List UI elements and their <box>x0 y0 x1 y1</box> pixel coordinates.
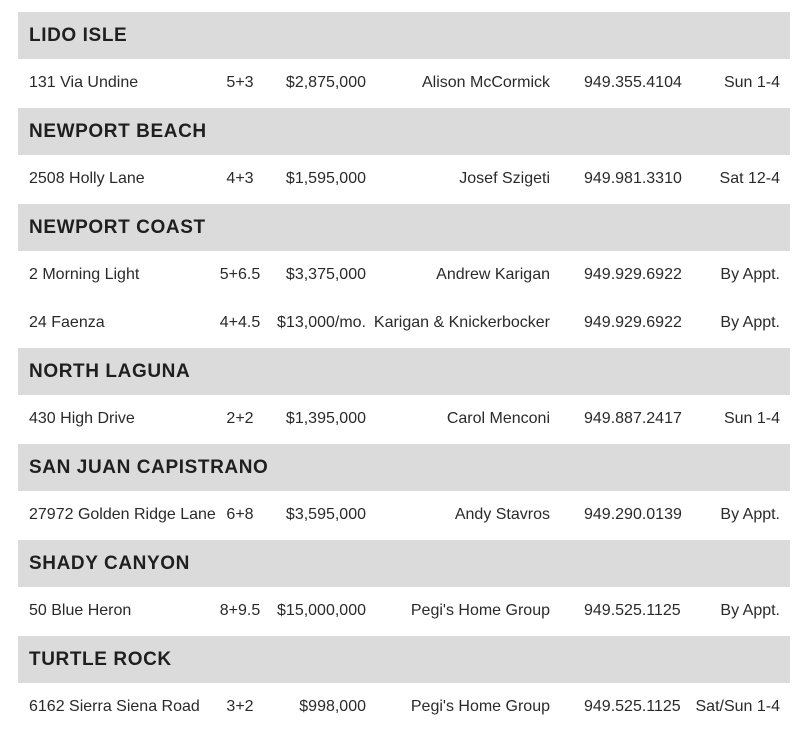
listing-beds-baths: 4+4.5 <box>219 314 261 331</box>
area-header: TURTLE ROCK <box>18 636 790 683</box>
listing-phone: 949.929.6922 <box>584 314 682 331</box>
area-header: NEWPORT BEACH <box>18 108 790 155</box>
listing-row <box>18 59 790 107</box>
area-section <box>18 12 790 107</box>
listing-open-house: Sun 1-4 <box>723 410 780 427</box>
listing-row <box>18 299 790 347</box>
listing-phone: 949.981.3310 <box>584 170 682 187</box>
listing-price: $1,395,000 <box>285 410 366 427</box>
listing-address: 131 Via Undine <box>29 74 139 91</box>
listing-agent: Carol Menconi <box>446 410 550 427</box>
listing-price: $3,595,000 <box>285 506 366 523</box>
area-section <box>18 108 790 203</box>
listing-price: $2,875,000 <box>285 74 366 91</box>
area-header: SHADY CANYON <box>18 540 790 587</box>
listing-beds-baths: 6+8 <box>226 506 254 523</box>
listing-row <box>18 155 790 203</box>
listing-open-house: By Appt. <box>720 266 780 283</box>
listing-price: $3,375,000 <box>285 266 366 283</box>
listing-open-house: Sat/Sun 1-4 <box>695 698 780 715</box>
listing-beds-baths: 5+6.5 <box>219 266 261 283</box>
listing-agent: Alison McCormick <box>421 74 550 91</box>
listing-address: 2 Morning Light <box>29 266 140 283</box>
listing-beds-baths: 2+2 <box>226 410 254 427</box>
listing-phone: 949.290.0139 <box>584 506 682 523</box>
listing-open-house: By Appt. <box>720 506 780 523</box>
area-section <box>18 636 790 731</box>
listing-open-house: By Appt. <box>720 314 780 331</box>
listing-beds-baths: 8+9.5 <box>219 602 261 619</box>
listing-row <box>18 683 790 731</box>
listing-agent: Pegi's Home Group <box>410 698 550 715</box>
listing-address: 27972 Golden Ridge Lane <box>29 506 216 523</box>
area-header: NORTH LAGUNA <box>18 348 790 395</box>
listing-row <box>18 395 790 443</box>
listing-phone: 949.887.2417 <box>584 410 682 427</box>
listing-phone: 949.929.6922 <box>584 266 682 283</box>
listing-price: $1,595,000 <box>285 170 366 187</box>
listing-agent: Pegi's Home Group <box>410 602 550 619</box>
listing-price: $15,000,000 <box>277 602 366 619</box>
listing-agent: Josef Szigeti <box>459 170 550 187</box>
area-section <box>18 444 790 539</box>
listing-price: $13,000/mo. <box>277 314 366 331</box>
area-header: NEWPORT COAST <box>18 204 790 251</box>
listing-address: 2508 Holly Lane <box>29 170 145 187</box>
listing-row <box>18 587 790 635</box>
listing-row <box>18 491 790 539</box>
listing-address: 6162 Sierra Siena Road <box>29 698 200 715</box>
listing-address: 50 Blue Heron <box>29 602 132 619</box>
listing-phone: 949.355.4104 <box>584 74 682 91</box>
listing-address: 430 High Drive <box>29 410 135 427</box>
listing-beds-baths: 4+3 <box>226 170 254 187</box>
area-section <box>18 540 790 635</box>
area-section <box>18 348 790 443</box>
listing-open-house: Sun 1-4 <box>723 74 780 91</box>
area-header: LIDO ISLE <box>18 12 790 59</box>
area-section <box>18 204 790 347</box>
listing-price: $998,000 <box>299 698 366 715</box>
listing-open-house: By Appt. <box>720 602 780 619</box>
listing-agent: Andrew Karigan <box>436 266 550 283</box>
listing-beds-baths: 5+3 <box>226 74 254 91</box>
listing-agent: Andy Stavros <box>454 506 550 523</box>
area-header: SAN JUAN CAPISTRANO <box>18 444 790 491</box>
listing-agent: Karigan & Knickerbocker <box>373 314 550 331</box>
listing-row <box>18 251 790 299</box>
listing-beds-baths: 3+2 <box>226 698 254 715</box>
listing-phone: 949.525.1125 <box>584 698 681 715</box>
listing-address: 24 Faenza <box>29 314 105 331</box>
listing-open-house: Sat 12-4 <box>719 170 780 187</box>
listing-phone: 949.525.1125 <box>584 602 681 619</box>
